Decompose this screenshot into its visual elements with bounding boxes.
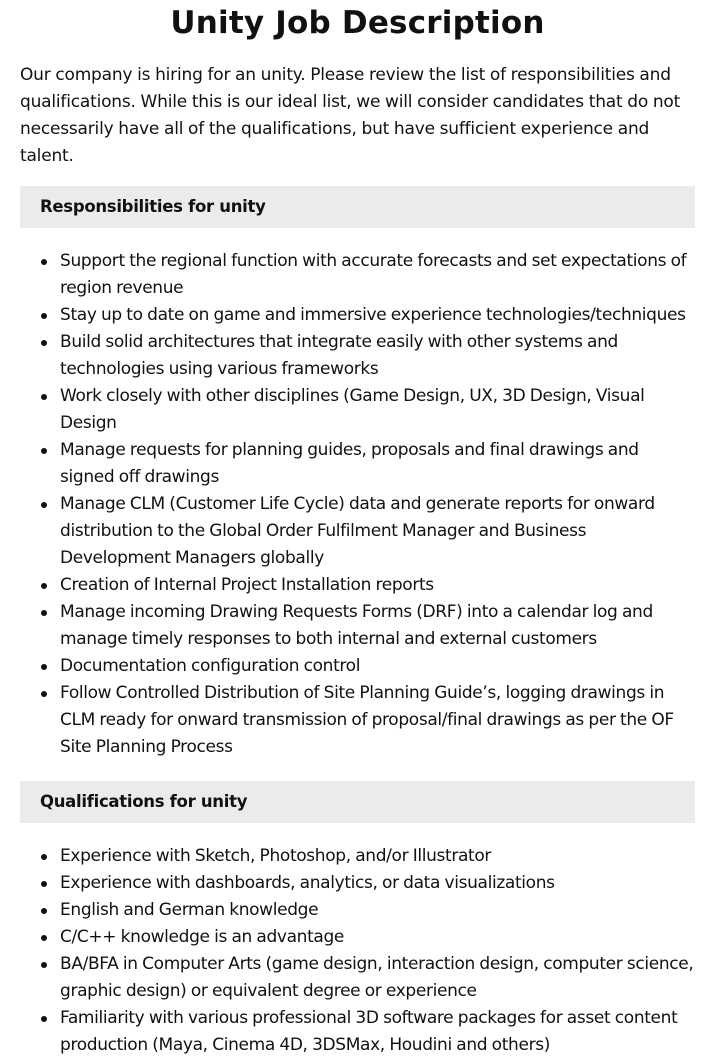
list-item: Build solid architectures that integrate easily with other systems and technologies using various frameworks — [20, 329, 695, 383]
list-item: Creation of Internal Project Installation reports — [20, 572, 695, 599]
list-item: Familiarity with various professional 3D software packages for asset content production (Maya, Cinema 4D, 3DSMax, Houdini and others) — [20, 1005, 695, 1059]
list-item: Experience with dashboards, analytics, or data visualizations — [20, 870, 695, 897]
list-item: BA/BFA in Computer Arts (game design, interaction design, computer science, graphic design) or equivalent degree or experience — [20, 951, 695, 1005]
list-item: Manage requests for planning guides, proposals and final drawings and signed off drawings — [20, 437, 695, 491]
list-item: Manage CLM (Customer Life Cycle) data and generate reports for onward distribution to the Global Order Fulfilment Manager and Business Development Managers globally — [20, 491, 695, 572]
list-item: Support the regional function with accurate forecasts and set expectations of region revenue — [20, 248, 695, 302]
page-title: Unity Job Description — [170, 5, 545, 41]
list-item: Follow Controlled Distribution of Site Planning Guide’s, logging drawings in CLM ready for onward transmission of proposal/final drawings as per the OF Site Planning Process — [20, 680, 695, 761]
list-item: C/C++ knowledge is an advantage — [20, 924, 695, 951]
list-item: Manage incoming Drawing Requests Forms (DRF) into a calendar log and manage timely responses to both internal and external customers — [20, 599, 695, 653]
responsibilities-heading: Responsibilities for unity — [20, 186, 695, 228]
qualifications-list — [20, 843, 695, 1059]
list-item: Work closely with other disciplines (Game Design, UX, 3D Design, Visual Design — [20, 383, 695, 437]
intro-paragraph: Our company is hiring for an unity. Please review the list of responsibilities and qualifications. While this is our ideal list, we will consider candidates that do not necessarily have all of the qualifications, but have sufficient experience and talent. — [20, 65, 681, 166]
job-description-page — [20, 0, 695, 1059]
list-item: Experience with Sketch, Photoshop, and/or Illustrator — [20, 843, 695, 870]
list-item: English and German knowledge — [20, 897, 695, 924]
list-item: Documentation configuration control — [20, 653, 695, 680]
qualifications-heading: Qualifications for unity — [20, 781, 695, 823]
list-item: Stay up to date on game and immersive experience technologies/techniques — [20, 302, 695, 329]
responsibilities-list — [20, 248, 695, 761]
